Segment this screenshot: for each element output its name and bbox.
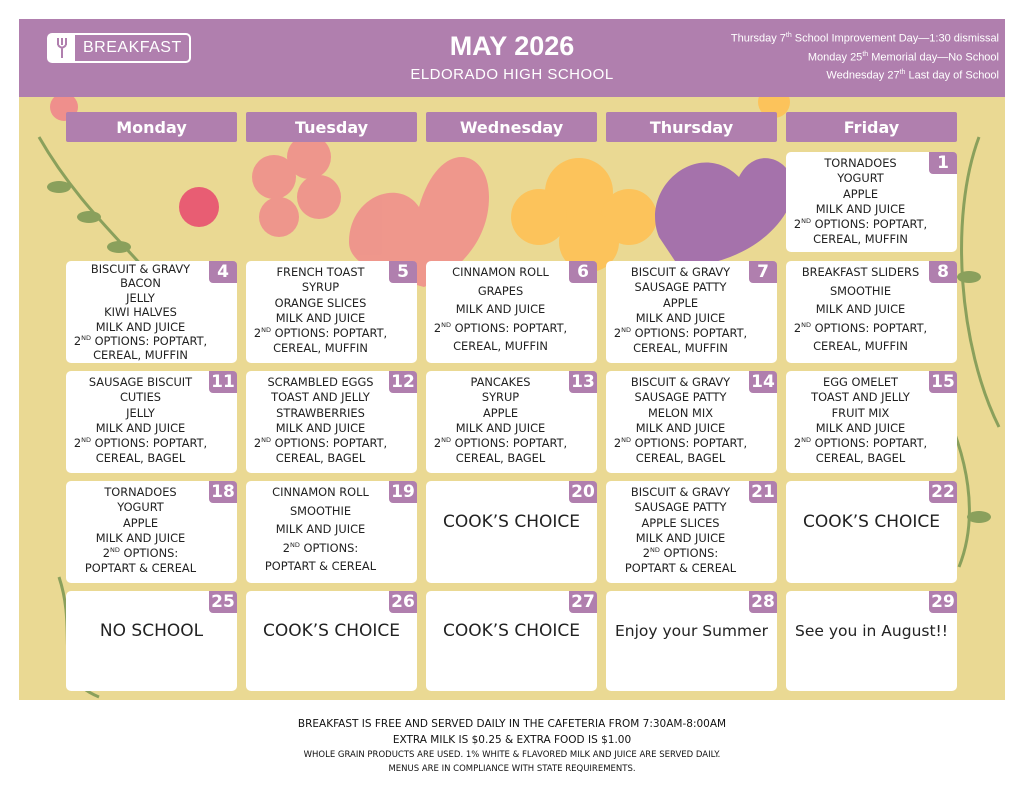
day-number: 29 — [929, 591, 957, 613]
footer-line: BREAKFAST IS FREE AND SERVED DAILY IN THE CAFETERIA FROM 7:30AM-8:00AM — [297, 718, 727, 730]
day-cell — [786, 591, 957, 691]
day-cell — [246, 591, 417, 691]
day-number: 7 — [749, 261, 777, 283]
day-note: COOK’S CHOICE — [802, 512, 941, 532]
day-number: 28 — [749, 591, 777, 613]
day-header-friday: Friday — [786, 112, 957, 142]
day-cell — [606, 261, 777, 363]
day-number: 18 — [209, 481, 237, 503]
day-number: 21 — [749, 481, 777, 503]
day-cell — [66, 261, 237, 363]
day-number: 12 — [389, 371, 417, 393]
menu-items: SAUSAGE BISCUIT CUTIES JELLY MILK AND JUICE 2ND OPTIONS: POPTART, CEREAL, BAGEL — [73, 375, 208, 466]
day-number: 8 — [929, 261, 957, 283]
menu-items: FRENCH TOAST SYRUP ORANGE SLICES MILK AND JUICE 2ND OPTIONS: POPTART, CEREAL, MUFFIN — [253, 265, 388, 356]
day-cell — [606, 371, 777, 473]
menu-items: SCRAMBLED EGGS TOAST AND JELLY STRAWBERRIES MILK AND JUICE 2ND OPTIONS: POPTART, CEREAL, BAGEL — [253, 375, 388, 466]
day-header-wednesday: Wednesday — [426, 112, 597, 142]
day-note: COOK’S CHOICE — [442, 512, 581, 532]
day-number: 19 — [389, 481, 417, 503]
note-line: Monday 25th Memorial day—No School — [807, 50, 999, 64]
page-title: MAY 2026 — [449, 31, 575, 61]
day-header-tuesday: Tuesday — [246, 112, 417, 142]
day-note: COOK’S CHOICE — [262, 621, 401, 641]
day-cell — [426, 371, 597, 473]
day-cell — [66, 481, 237, 583]
day-number: 13 — [569, 371, 597, 393]
day-number: 20 — [569, 481, 597, 503]
day-cell — [66, 371, 237, 473]
day-number: 15 — [929, 371, 957, 393]
header-banner — [19, 19, 1005, 97]
footer-notes — [0, 716, 1024, 776]
day-cell — [426, 481, 597, 583]
day-cell — [426, 261, 597, 363]
menu-items: BISCUIT & GRAVY SAUSAGE PATTY APPLE SLICES MILK AND JUICE 2ND OPTIONS: POPTART & CEREAL — [624, 485, 737, 576]
day-number: 6 — [569, 261, 597, 283]
day-cell — [786, 152, 957, 252]
day-header-monday: Monday — [66, 112, 237, 142]
menu-items: BISCUIT & GRAVY SAUSAGE PATTY MELON MIX MILK AND JUICE 2ND OPTIONS: POPTART, CEREAL, BAGEL — [613, 375, 748, 466]
calendar-board — [19, 97, 1005, 700]
day-cell — [606, 591, 777, 691]
day-number: 26 — [389, 591, 417, 613]
day-cell — [786, 481, 957, 583]
menu-items: BISCUIT & GRAVY SAUSAGE PATTY APPLE MILK AND JUICE 2ND OPTIONS: POPTART, CEREAL, MUFFIN — [613, 265, 748, 356]
day-number: 5 — [389, 261, 417, 283]
day-cell — [786, 261, 957, 363]
menu-items: TORNADOES YOGURT APPLE MILK AND JUICE 2ND OPTIONS: POPTART & CEREAL — [84, 485, 197, 576]
day-note: Enjoy your Summer — [614, 622, 769, 640]
menu-items: BISCUIT & GRAVY BACON JELLY KIWI HALVES MILK AND JUICE 2ND OPTIONS: POPTART, CEREAL, MUFFIN — [73, 262, 208, 363]
menu-items: PANCAKES SYRUP APPLE MILK AND JUICE 2ND OPTIONS: POPTART, CEREAL, BAGEL — [433, 375, 568, 466]
menu-items: CINNAMON ROLL SMOOTHIE MILK AND JUICE 2ND OPTIONS: POPTART & CEREAL — [264, 485, 377, 573]
day-number: 1 — [929, 152, 957, 174]
day-note: NO SCHOOL — [99, 621, 204, 641]
day-cell — [246, 371, 417, 473]
day-number: 25 — [209, 591, 237, 613]
day-number: 14 — [749, 371, 777, 393]
schedule-notes — [731, 28, 999, 84]
day-number: 27 — [569, 591, 597, 613]
menu-items: CINNAMON ROLL GRAPES MILK AND JUICE 2ND OPTIONS: POPTART, CEREAL, MUFFIN — [433, 265, 568, 353]
school-name: ELDORADO HIGH SCHOOL — [410, 66, 614, 83]
menu-items: BREAKFAST SLIDERS SMOOTHIE MILK AND JUICE 2ND OPTIONS: POPTART, CEREAL, MUFFIN — [793, 265, 928, 353]
day-cell — [66, 591, 237, 691]
footer-line: EXTRA MILK IS $0.25 & EXTRA FOOD IS $1.00 — [392, 734, 632, 746]
day-cell — [426, 591, 597, 691]
menu-items: EGG OMELET TOAST AND JELLY FRUIT MIX MILK AND JUICE 2ND OPTIONS: POPTART, CEREAL, BAGEL — [793, 375, 928, 466]
footer-line: WHOLE GRAIN PRODUCTS ARE USED. 1% WHITE & FLAVORED MILK AND JUICE ARE SERVED DAILY. — [303, 750, 721, 760]
day-number: 11 — [209, 371, 237, 393]
logo-label: BREAKFAST — [83, 39, 182, 56]
note-line: Thursday 7th School Improvement Day—1:30 dismissal — [730, 32, 999, 45]
day-note: See you in August!! — [795, 622, 948, 640]
day-cell — [246, 481, 417, 583]
footer-line: MENUS ARE IN COMPLIANCE WITH STATE REQUIREMENTS. — [388, 764, 636, 774]
day-cell — [246, 261, 417, 363]
day-number: 4 — [209, 261, 237, 283]
menu-items: TORNADOES YOGURT APPLE MILK AND JUICE 2ND OPTIONS: POPTART, CEREAL, MUFFIN — [793, 156, 928, 247]
day-cell — [786, 371, 957, 473]
day-number: 22 — [929, 481, 957, 503]
day-header-thursday: Thursday — [606, 112, 777, 142]
day-note: COOK’S CHOICE — [442, 621, 581, 641]
note-line: Wednesday 27th Last day of School — [826, 69, 999, 82]
day-cell — [606, 481, 777, 583]
